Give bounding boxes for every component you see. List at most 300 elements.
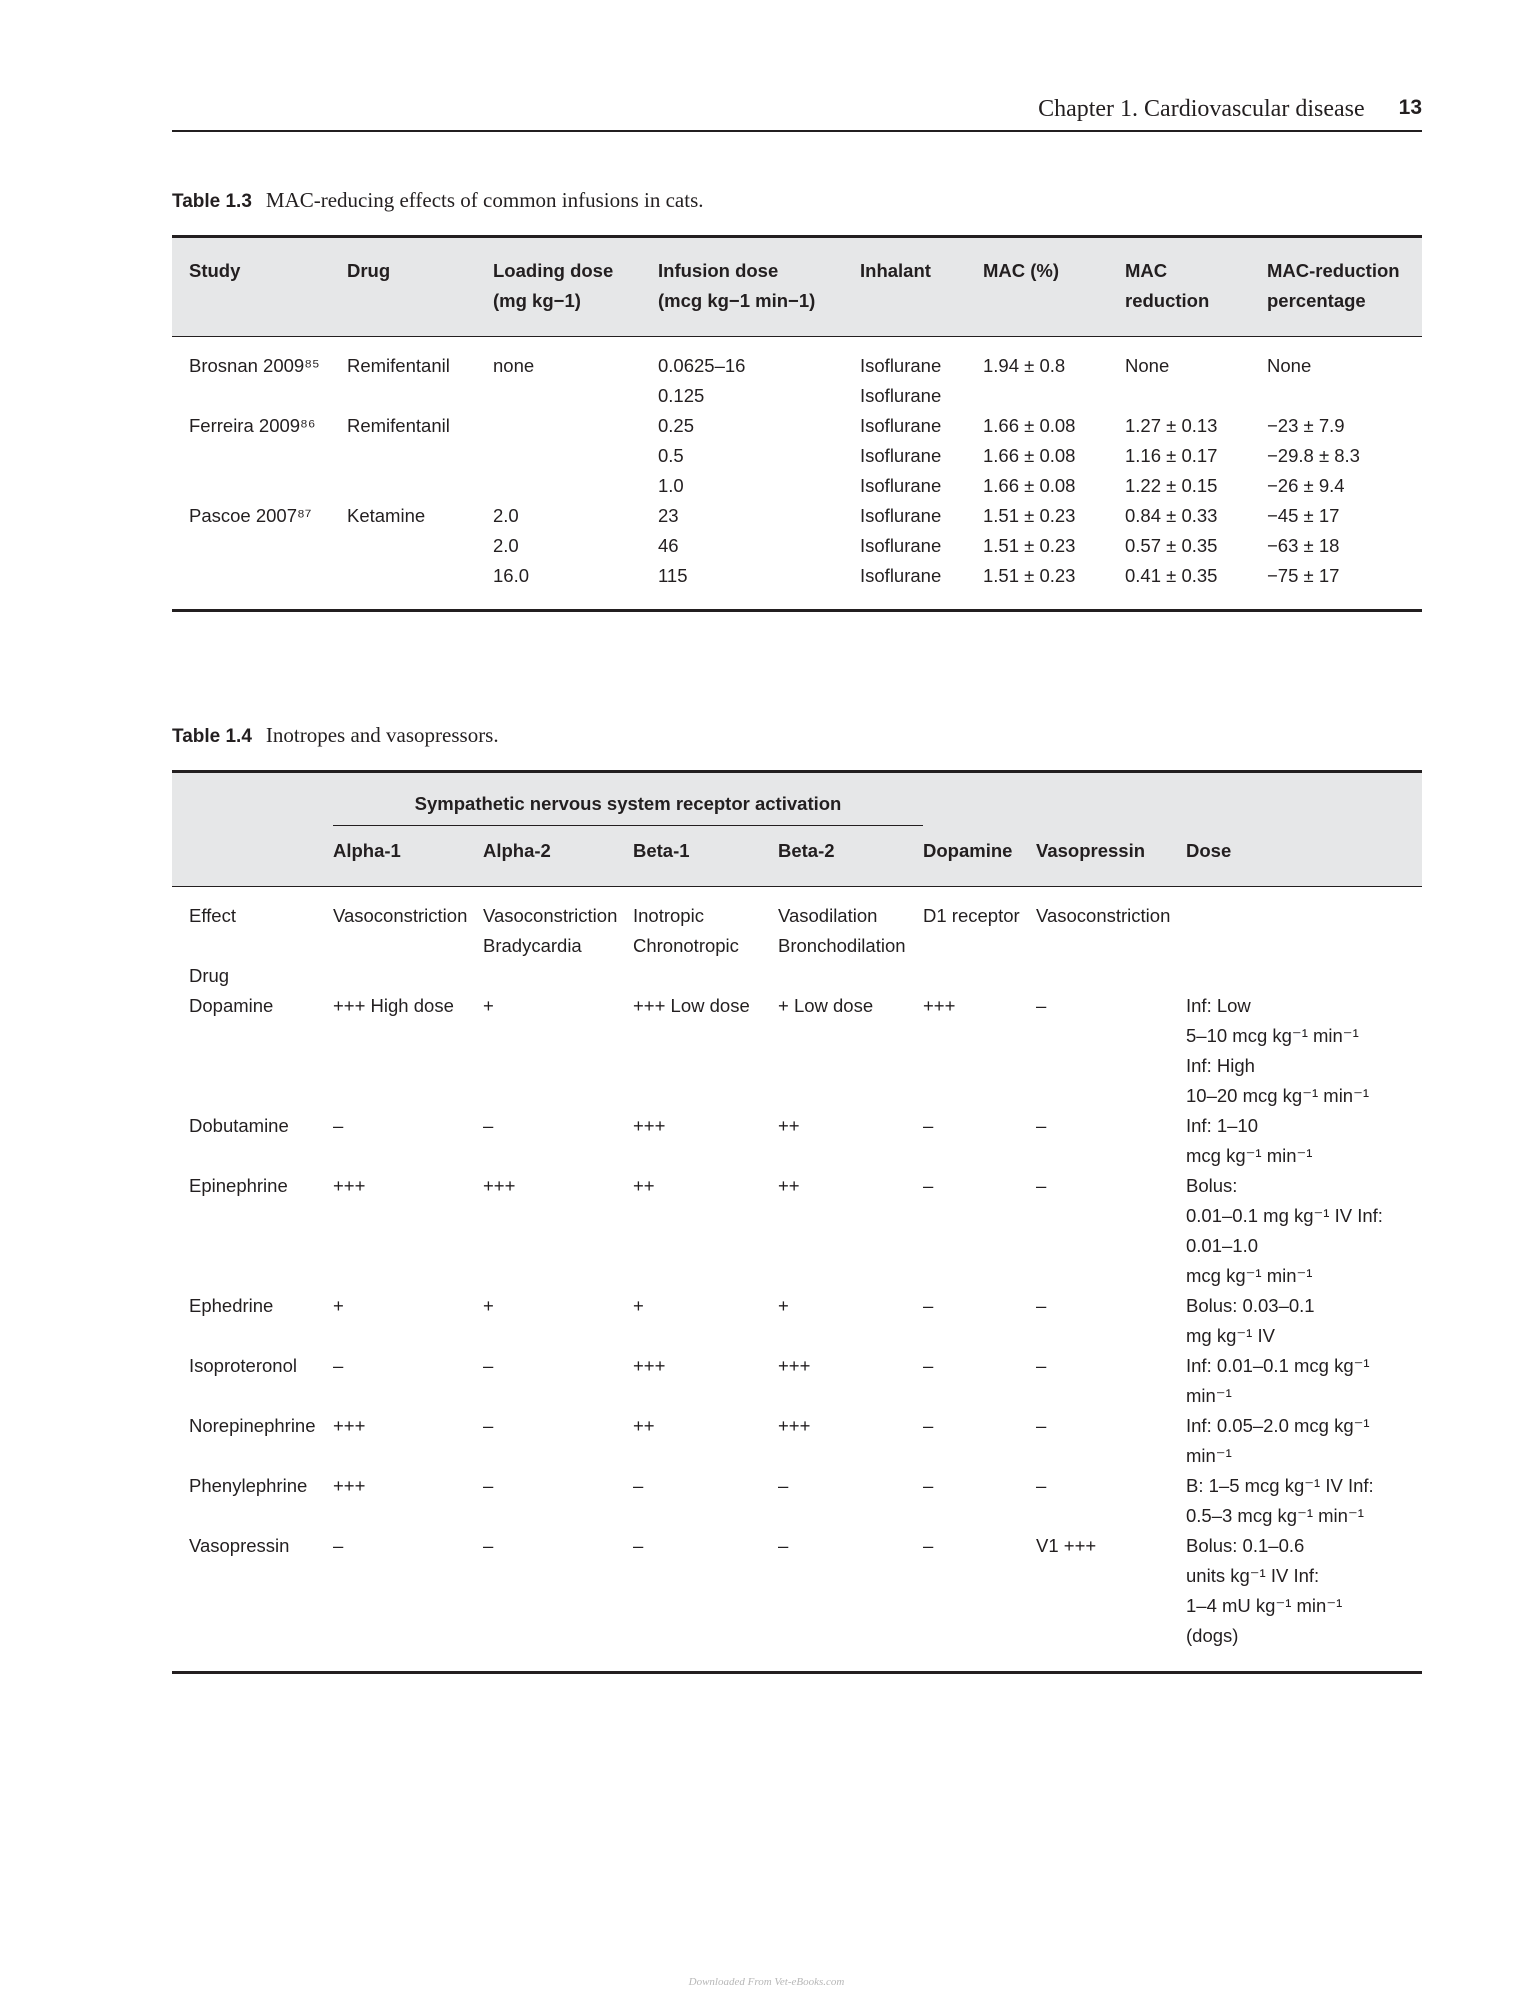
table-cell: Isoflurane bbox=[860, 565, 942, 586]
table-1-4 bbox=[172, 770, 1422, 1674]
column-header-line: MAC bbox=[1125, 260, 1168, 281]
table-cell bbox=[333, 1171, 483, 1291]
table-cell: 1.51 ± 0.23 bbox=[983, 535, 1076, 556]
page-number: 13 bbox=[1398, 96, 1422, 119]
table-cell bbox=[923, 887, 1036, 962]
table-row bbox=[172, 1351, 1422, 1411]
table-row bbox=[172, 471, 1422, 501]
table-cell bbox=[1186, 991, 1422, 1111]
table-cell bbox=[483, 1471, 633, 1531]
cell-line: 1–4 mU kg⁻¹ min⁻¹ bbox=[1186, 1595, 1343, 1616]
cell-line: +++ bbox=[333, 1475, 366, 1496]
cell-line: Bradycardia bbox=[483, 935, 582, 956]
table-cell: Isoflurane bbox=[860, 445, 942, 466]
cell-line: – bbox=[923, 1475, 934, 1496]
column-header: Dose bbox=[1186, 826, 1422, 887]
table-cell bbox=[172, 561, 347, 611]
table-row bbox=[172, 501, 1422, 531]
table-cell bbox=[483, 1171, 633, 1291]
cell-line: (dogs) bbox=[1186, 1625, 1239, 1646]
group-header-row bbox=[172, 772, 1422, 826]
table-cell: Remifentanil bbox=[347, 355, 450, 376]
cell-line: – bbox=[1036, 1475, 1047, 1496]
table-cell bbox=[333, 1291, 483, 1351]
table-cell bbox=[1036, 1291, 1186, 1351]
cell-line: Inf: 1–10 bbox=[1186, 1115, 1259, 1136]
cell-line: Inf: High bbox=[1186, 1055, 1255, 1076]
table-cell bbox=[633, 887, 778, 962]
table-cell bbox=[1186, 1471, 1422, 1531]
cell-line: +++ bbox=[778, 1355, 811, 1376]
cell-line: Norepinephrine bbox=[189, 1415, 316, 1436]
cell-line: – bbox=[633, 1475, 644, 1496]
table-header-row bbox=[172, 826, 1422, 887]
table-cell bbox=[172, 471, 347, 501]
table-cell: Isoflurane bbox=[860, 475, 942, 496]
cell-line: Effect bbox=[189, 905, 236, 926]
table-cell: 0.5 bbox=[658, 445, 684, 466]
table-cell bbox=[633, 1291, 778, 1351]
empty-header-cell bbox=[1186, 772, 1422, 826]
table-cell bbox=[1186, 1531, 1422, 1673]
table-cell bbox=[1036, 1111, 1186, 1171]
table-cell: 1.66 ± 0.08 bbox=[983, 415, 1076, 436]
column-header-line: percentage bbox=[1267, 290, 1366, 311]
cell-line: – bbox=[483, 1355, 494, 1376]
table-cell bbox=[923, 1171, 1036, 1291]
table-cell: 0.25 bbox=[658, 415, 695, 436]
cell-line: +++ bbox=[333, 1415, 366, 1436]
cell-line: Inf: Low bbox=[1186, 995, 1251, 1016]
table-cell: None bbox=[1267, 355, 1312, 376]
table-cell bbox=[483, 1351, 633, 1411]
cell-line: +++ bbox=[333, 1175, 366, 1196]
table-cell bbox=[172, 1411, 333, 1471]
column-header-line: reduction bbox=[1125, 290, 1210, 311]
table-cell: 1.66 ± 0.08 bbox=[983, 475, 1076, 496]
cell-line: Bolus: 0.03–0.1 bbox=[1186, 1295, 1315, 1316]
table-cell bbox=[633, 1111, 778, 1171]
effect-row bbox=[172, 887, 1422, 962]
table-cell bbox=[1186, 961, 1422, 991]
table-1-4-caption bbox=[172, 723, 499, 748]
table-cell bbox=[172, 887, 333, 962]
table-cell bbox=[778, 1111, 923, 1171]
column-header bbox=[1125, 237, 1267, 337]
column-header-line: (mcg kg−1 min−1) bbox=[658, 290, 816, 311]
table-cell bbox=[493, 471, 658, 501]
table-cell bbox=[347, 531, 493, 561]
table-row bbox=[172, 531, 1422, 561]
table-row bbox=[172, 1171, 1422, 1291]
table-cell: Isoflurane bbox=[860, 505, 942, 526]
table-cell: −23 ± 7.9 bbox=[1267, 415, 1345, 436]
table-row bbox=[172, 1291, 1422, 1351]
table-cell bbox=[778, 1531, 923, 1673]
cell-line: +++ High dose bbox=[333, 995, 454, 1016]
cell-line: 0.5–3 mcg kg⁻¹ min⁻¹ bbox=[1186, 1505, 1364, 1526]
cell-line: Vasopressin bbox=[189, 1535, 290, 1556]
table-cell bbox=[493, 411, 658, 441]
table-cell bbox=[172, 991, 333, 1111]
column-header: Dopamine bbox=[923, 826, 1036, 887]
cell-line: – bbox=[923, 1415, 934, 1436]
table-cell: 0.57 ± 0.35 bbox=[1125, 535, 1218, 556]
cell-line: Chronotropic bbox=[633, 935, 739, 956]
table-cell bbox=[923, 1291, 1036, 1351]
table-row bbox=[172, 441, 1422, 471]
table-cell: −75 ± 17 bbox=[1267, 565, 1340, 586]
table-row bbox=[172, 561, 1422, 611]
cell-line: – bbox=[483, 1475, 494, 1496]
column-header-line: (mg kg−1) bbox=[493, 290, 581, 311]
table-cell bbox=[1267, 381, 1422, 411]
table-cell: 23 bbox=[658, 505, 679, 526]
column-header bbox=[172, 826, 333, 887]
table-cell bbox=[983, 381, 1125, 411]
table-1-3-caption bbox=[172, 188, 704, 213]
table-row bbox=[172, 337, 1422, 382]
cell-line: – bbox=[1036, 1115, 1047, 1136]
table-row bbox=[172, 1111, 1422, 1171]
table-cell bbox=[483, 887, 633, 962]
table-cell: Brosnan 2009⁸⁵ bbox=[189, 355, 320, 376]
table-cell bbox=[483, 1291, 633, 1351]
column-header-line: MAC-reduction bbox=[1267, 260, 1400, 281]
table-cell bbox=[633, 1531, 778, 1673]
table-cell bbox=[333, 887, 483, 962]
table-cell: 1.51 ± 0.23 bbox=[983, 565, 1076, 586]
table-row bbox=[172, 1411, 1422, 1471]
cell-line: mcg kg⁻¹ min⁻¹ bbox=[1186, 1145, 1313, 1166]
column-header-line: MAC (%) bbox=[983, 260, 1060, 281]
table-header-row bbox=[172, 237, 1422, 337]
cell-line: +++ bbox=[778, 1415, 811, 1436]
column-header: Vasopressin bbox=[1036, 826, 1186, 887]
table-cell bbox=[172, 1351, 333, 1411]
table-cell bbox=[483, 961, 633, 991]
table-cell bbox=[633, 1411, 778, 1471]
table-row bbox=[172, 381, 1422, 411]
running-head bbox=[172, 96, 1422, 132]
cell-line: +++ bbox=[633, 1115, 666, 1136]
table-cell: 115 bbox=[658, 565, 688, 586]
cell-line: Inf: 0.05–2.0 mcg kg⁻¹ bbox=[1186, 1415, 1370, 1436]
table-cell: 1.27 ± 0.13 bbox=[1125, 415, 1218, 436]
cell-line: ++ bbox=[778, 1175, 800, 1196]
table-cell bbox=[347, 381, 493, 411]
cell-line: – bbox=[483, 1415, 494, 1436]
cell-line: Vasoconstriction bbox=[483, 905, 618, 926]
table-cell bbox=[778, 1471, 923, 1531]
cell-line: – bbox=[333, 1535, 344, 1556]
table-cell bbox=[172, 1171, 333, 1291]
table-1-3 bbox=[172, 235, 1422, 612]
table-cell bbox=[493, 441, 658, 471]
table-cell: 2.0 bbox=[493, 535, 519, 556]
table-cell: Isoflurane bbox=[860, 415, 942, 436]
cell-line: Bolus: 0.1–0.6 bbox=[1186, 1535, 1305, 1556]
table-cell bbox=[1036, 1471, 1186, 1531]
table-cell bbox=[1036, 961, 1186, 991]
column-header bbox=[1267, 237, 1422, 337]
table-cell bbox=[1036, 887, 1186, 962]
table-cell bbox=[778, 887, 923, 962]
column-header: Beta-2 bbox=[778, 826, 923, 887]
table-cell: 46 bbox=[658, 535, 679, 556]
cell-line: Vasodilation bbox=[778, 905, 878, 926]
cell-line: Dobutamine bbox=[189, 1115, 289, 1136]
table-cell bbox=[493, 381, 658, 411]
table-cell bbox=[172, 441, 347, 471]
mac-table bbox=[172, 235, 1422, 612]
table-cell bbox=[1036, 1531, 1186, 1673]
table-cell bbox=[923, 1471, 1036, 1531]
cell-line: 10–20 mcg kg⁻¹ min⁻¹ bbox=[1186, 1085, 1370, 1106]
cell-line: – bbox=[923, 1175, 934, 1196]
cell-line: – bbox=[778, 1535, 789, 1556]
table-cell bbox=[778, 961, 923, 991]
table-cell bbox=[172, 1471, 333, 1531]
cell-line: + bbox=[333, 1295, 344, 1316]
table-cell bbox=[172, 381, 347, 411]
table-cell: 1.22 ± 0.15 bbox=[1125, 475, 1218, 496]
table-cell bbox=[483, 1111, 633, 1171]
cell-line: + Low dose bbox=[778, 995, 874, 1016]
cell-line: Epinephrine bbox=[189, 1175, 288, 1196]
table-cell bbox=[923, 991, 1036, 1111]
table-row bbox=[172, 991, 1422, 1111]
cell-line: Isoproteronol bbox=[189, 1355, 297, 1376]
table-cell bbox=[1186, 1411, 1422, 1471]
chapter-title: Chapter 1. Cardiovascular disease bbox=[1038, 96, 1365, 122]
cell-line: Bolus: bbox=[1186, 1175, 1238, 1196]
cell-line: + bbox=[483, 1295, 494, 1316]
table-cell bbox=[333, 1111, 483, 1171]
table-row bbox=[172, 961, 1422, 991]
table-cell bbox=[333, 991, 483, 1111]
table-cell bbox=[633, 991, 778, 1111]
inotropes-table bbox=[172, 770, 1422, 1674]
table-cell bbox=[333, 1351, 483, 1411]
table-cell bbox=[333, 1471, 483, 1531]
cell-line: – bbox=[483, 1535, 494, 1556]
table-cell bbox=[923, 1411, 1036, 1471]
table-cell: 1.16 ± 0.17 bbox=[1125, 445, 1218, 466]
table-cell bbox=[1036, 991, 1186, 1111]
table-row bbox=[172, 1531, 1422, 1673]
table-cell: None bbox=[1125, 355, 1170, 376]
table-cell: 1.94 ± 0.8 bbox=[983, 355, 1066, 376]
column-header bbox=[172, 237, 347, 337]
table-cell: Remifentanil bbox=[347, 415, 450, 436]
table-cell bbox=[778, 1351, 923, 1411]
column-header: Beta-1 bbox=[633, 826, 778, 887]
cell-line: + bbox=[778, 1295, 789, 1316]
cell-line: V1 +++ bbox=[1036, 1535, 1097, 1556]
table-cell bbox=[778, 1291, 923, 1351]
table-cell bbox=[172, 961, 333, 991]
cell-line: mg kg⁻¹ IV bbox=[1186, 1325, 1275, 1346]
cell-line: – bbox=[633, 1535, 644, 1556]
cell-line: – bbox=[1036, 1355, 1047, 1376]
cell-line: – bbox=[1036, 995, 1047, 1016]
table-cell: 0.0625–16 bbox=[658, 355, 746, 376]
table-cell bbox=[923, 1111, 1036, 1171]
cell-line: + bbox=[483, 995, 494, 1016]
table-cell: Isoflurane bbox=[860, 535, 942, 556]
column-header: Alpha-2 bbox=[483, 826, 633, 887]
table-cell bbox=[172, 1531, 333, 1673]
cell-line: – bbox=[923, 1535, 934, 1556]
table-cell bbox=[1036, 1411, 1186, 1471]
column-header bbox=[347, 237, 493, 337]
table-cell: −45 ± 17 bbox=[1267, 505, 1340, 526]
cell-line: – bbox=[333, 1115, 344, 1136]
table-cell bbox=[347, 471, 493, 501]
cell-line: Drug bbox=[189, 965, 230, 986]
table-cell bbox=[1186, 1351, 1422, 1411]
table-row bbox=[172, 1471, 1422, 1531]
table-cell: Isoflurane bbox=[860, 385, 942, 406]
cell-line: – bbox=[778, 1475, 789, 1496]
table-cell bbox=[483, 1411, 633, 1471]
cell-line: +++ Low dose bbox=[633, 995, 750, 1016]
table-cell bbox=[333, 1411, 483, 1471]
table-cell bbox=[923, 1351, 1036, 1411]
cell-line: 0.01–1.0 bbox=[1186, 1235, 1259, 1256]
table-cell bbox=[778, 1411, 923, 1471]
cell-line: Inf: 0.01–0.1 mcg kg⁻¹ bbox=[1186, 1355, 1370, 1376]
cell-line: Inotropic bbox=[633, 905, 704, 926]
empty-header-cell bbox=[1036, 772, 1186, 826]
cell-line: ++ bbox=[633, 1175, 655, 1196]
cell-line: – bbox=[1036, 1295, 1047, 1316]
table-cell bbox=[347, 441, 493, 471]
cell-line: – bbox=[333, 1355, 344, 1376]
table-cell bbox=[1186, 1111, 1422, 1171]
cell-line: + bbox=[633, 1295, 644, 1316]
table-label: Table 1.4 bbox=[172, 726, 252, 747]
cell-line: 5–10 mcg kg⁻¹ min⁻¹ bbox=[1186, 1025, 1359, 1046]
column-header bbox=[983, 237, 1125, 337]
table-cell bbox=[1036, 1171, 1186, 1291]
table-cell bbox=[333, 961, 483, 991]
cell-line: Dopamine bbox=[189, 995, 274, 1016]
column-header-line: Study bbox=[189, 260, 241, 281]
column-header bbox=[658, 237, 860, 337]
table-cell: 2.0 bbox=[493, 505, 519, 526]
table-cell bbox=[172, 1291, 333, 1351]
table-cell: Pascoe 2007⁸⁷ bbox=[189, 505, 312, 526]
cell-line: – bbox=[483, 1115, 494, 1136]
cell-line: +++ bbox=[483, 1175, 516, 1196]
cell-line: units kg⁻¹ IV Inf: bbox=[1186, 1565, 1320, 1586]
table-cell: Ketamine bbox=[347, 505, 426, 526]
table-cell bbox=[778, 991, 923, 1111]
table-cell bbox=[1125, 381, 1267, 411]
cell-line: +++ bbox=[633, 1355, 666, 1376]
table-cell: −26 ± 9.4 bbox=[1267, 475, 1345, 496]
column-header-line: Infusion dose bbox=[658, 260, 779, 281]
table-cell: 1.66 ± 0.08 bbox=[983, 445, 1076, 466]
cell-line: – bbox=[1036, 1175, 1047, 1196]
column-header-line: Drug bbox=[347, 260, 391, 281]
table-label: Table 1.3 bbox=[172, 191, 252, 212]
table-cell bbox=[923, 1531, 1036, 1673]
table-cell: Ferreira 2009⁸⁶ bbox=[189, 415, 316, 436]
column-header: Alpha-1 bbox=[333, 826, 483, 887]
column-header bbox=[860, 237, 983, 337]
table-caption: MAC-reducing effects of common infusions in cats. bbox=[265, 188, 704, 212]
cell-line: Bronchodilation bbox=[778, 935, 906, 956]
table-cell: 0.125 bbox=[658, 385, 705, 406]
empty-header-cell bbox=[172, 772, 333, 826]
table-cell: −63 ± 18 bbox=[1267, 535, 1340, 556]
table-cell bbox=[1186, 1171, 1422, 1291]
table-cell bbox=[1186, 887, 1422, 962]
cell-line: Vasoconstriction bbox=[1036, 905, 1171, 926]
table-cell bbox=[923, 961, 1036, 991]
column-header-line: Loading dose bbox=[493, 260, 614, 281]
table-cell bbox=[172, 531, 347, 561]
cell-line: Phenylephrine bbox=[189, 1475, 308, 1496]
cell-line: Vasoconstriction bbox=[333, 905, 468, 926]
cell-line: ++ bbox=[778, 1115, 800, 1136]
table-cell: −29.8 ± 8.3 bbox=[1267, 445, 1360, 466]
group-header: Sympathetic nervous system receptor activation bbox=[333, 772, 923, 826]
cell-line: D1 receptor bbox=[923, 905, 1020, 926]
table-cell: 16.0 bbox=[493, 565, 530, 586]
cell-line: – bbox=[923, 1115, 934, 1136]
cell-line: min⁻¹ bbox=[1186, 1385, 1232, 1406]
column-header bbox=[493, 237, 658, 337]
table-cell bbox=[1186, 1291, 1422, 1351]
table-cell: 0.41 ± 0.35 bbox=[1125, 565, 1218, 586]
cell-line: min⁻¹ bbox=[1186, 1445, 1232, 1466]
cell-line: – bbox=[923, 1355, 934, 1376]
cell-line: mcg kg⁻¹ min⁻¹ bbox=[1186, 1265, 1313, 1286]
table-cell bbox=[1036, 1351, 1186, 1411]
table-cell bbox=[633, 1471, 778, 1531]
download-watermark: Downloaded From Vet-eBooks.com bbox=[688, 1976, 845, 1988]
table-cell: 0.84 ± 0.33 bbox=[1125, 505, 1218, 526]
table-cell bbox=[333, 1531, 483, 1673]
cell-line: 0.01–0.1 mg kg⁻¹ IV Inf: bbox=[1186, 1205, 1383, 1226]
table-cell bbox=[633, 1351, 778, 1411]
table-cell bbox=[483, 1531, 633, 1673]
cell-line: ++ bbox=[633, 1415, 655, 1436]
table-cell bbox=[483, 991, 633, 1111]
table-cell bbox=[633, 961, 778, 991]
cell-line: – bbox=[923, 1295, 934, 1316]
table-cell: none bbox=[493, 355, 535, 376]
column-header-line: Inhalant bbox=[860, 260, 931, 281]
table-cell bbox=[633, 1171, 778, 1291]
cell-line: – bbox=[1036, 1415, 1047, 1436]
cell-line: B: 1–5 mcg kg⁻¹ IV Inf: bbox=[1186, 1475, 1374, 1496]
empty-header-cell bbox=[923, 772, 1036, 826]
table-row bbox=[172, 411, 1422, 441]
table-caption: Inotropes and vasopressors. bbox=[265, 723, 499, 747]
table-cell bbox=[172, 1111, 333, 1171]
table-cell: Isoflurane bbox=[860, 355, 942, 376]
cell-line: +++ bbox=[923, 995, 956, 1016]
table-cell: 1.51 ± 0.23 bbox=[983, 505, 1076, 526]
table-cell bbox=[778, 1171, 923, 1291]
cell-line: Ephedrine bbox=[189, 1295, 274, 1316]
table-cell: 1.0 bbox=[658, 475, 684, 496]
